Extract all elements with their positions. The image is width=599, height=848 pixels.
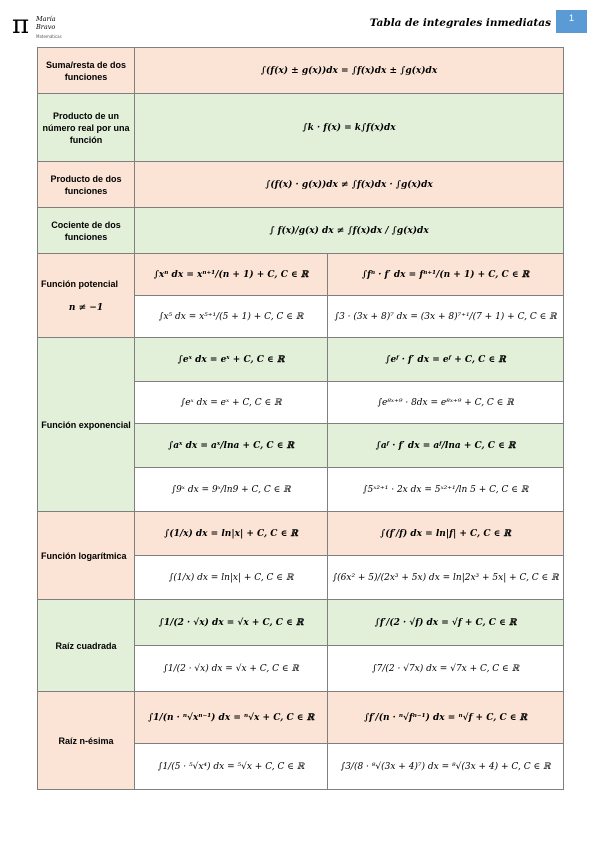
table-row xyxy=(38,512,564,556)
rule-cell: ∫aᶠ · f′ dx = aᶠ/lna + C, C ∈ ℝ xyxy=(328,424,564,468)
row-label: Producto de dos funciones xyxy=(38,162,135,208)
example-cell: ∫e⁸ˣ⁺⁹ · 8dx = e⁸ˣ⁺⁹ + C, C ∈ ℝ xyxy=(328,382,564,424)
table-row xyxy=(38,162,564,208)
row-label: Cociente de dos funciones xyxy=(38,208,135,254)
group-label-raiz-n-esima: Raíz n-ésima xyxy=(38,692,135,790)
rule-cell: ∫(1/x) dx = ln|x| + C, C ∈ ℝ xyxy=(135,512,328,556)
rule-cell: ∫(f′/f) dx = ln|f| + C, C ∈ ℝ xyxy=(328,512,564,556)
logo-name: María Bravo xyxy=(36,15,56,31)
group-label-logaritmica: Función logarítmica xyxy=(38,512,135,600)
example-cell: ∫3/(8 · ⁸√(3x + 4)⁷) dx = ⁸√(3x + 4) + C, C ∈ ℝ xyxy=(328,744,564,790)
formula-cell: ∫ f(x)/g(x) dx ≠ ∫f(x)dx / ∫g(x)dx xyxy=(135,208,564,254)
table-row xyxy=(38,94,564,162)
document-title: Tabla de integrales inmediatas xyxy=(369,17,551,29)
example-cell: ∫7/(2 · √7x) dx = √7x + C, C ∈ ℝ xyxy=(328,646,564,692)
table-row xyxy=(38,208,564,254)
rule-cell: ∫fⁿ · f′ dx = fⁿ⁺¹/(n + 1) + C, C ∈ ℝ xyxy=(328,254,564,296)
formula-cell: ∫(f(x) ± g(x))dx = ∫f(x)dx ± ∫g(x)dx xyxy=(135,48,564,94)
formula-cell: ∫k · f(x) = k∫f(x)dx xyxy=(135,94,564,162)
row-label: Producto de un número real por una función xyxy=(38,94,135,162)
table-row xyxy=(38,600,564,646)
integrals-table xyxy=(37,47,564,790)
rule-cell: ∫eˣ dx = eˣ + C, C ∈ ℝ xyxy=(135,338,328,382)
rule-cell: ∫1/(n · ⁿ√xⁿ⁻¹) dx = ⁿ√x + C, C ∈ ℝ xyxy=(135,692,328,744)
page-number-badge: 1 xyxy=(556,10,587,33)
table-row xyxy=(38,48,564,94)
rule-cell: ∫f′/(n · ⁿ√fⁿ⁻¹) dx = ⁿ√f + C, C ∈ ℝ xyxy=(328,692,564,744)
rule-cell: ∫aˣ dx = aˣ/lna + C, C ∈ ℝ xyxy=(135,424,328,468)
example-cell: ∫eˣ dx = eˣ + C, C ∈ ℝ xyxy=(135,382,328,424)
logo xyxy=(12,10,82,40)
table-row xyxy=(38,692,564,744)
example-cell: ∫1/(2 · √x) dx = √x + C, C ∈ ℝ xyxy=(135,646,328,692)
example-cell: ∫1/(5 · ⁵√x⁴) dx = ⁵√x + C, C ∈ ℝ xyxy=(135,744,328,790)
table-row xyxy=(38,254,564,296)
pi-logo-icon: π xyxy=(12,10,30,40)
example-cell: ∫(1/x) dx = ln|x| + C, C ∈ ℝ xyxy=(135,556,328,600)
formula-cell: ∫(f(x) · g(x))dx ≠ ∫f(x)dx · ∫g(x)dx xyxy=(135,162,564,208)
logo-tagline: Matemáticas xyxy=(36,34,62,39)
example-cell: ∫x⁵ dx = x⁵⁺¹/(5 + 1) + C, C ∈ ℝ xyxy=(135,296,328,338)
group-sublabel: n ≠ −1 xyxy=(68,302,104,313)
rule-cell: ∫xⁿ dx = xⁿ⁺¹/(n + 1) + C, C ∈ ℝ xyxy=(135,254,328,296)
group-label-raiz-cuadrada: Raíz cuadrada xyxy=(38,600,135,692)
example-cell: ∫5ˣ²⁺¹ · 2x dx = 5ˣ²⁺¹/ln 5 + C, C ∈ ℝ xyxy=(328,468,564,512)
rule-cell: ∫eᶠ · f′ dx = eᶠ + C, C ∈ ℝ xyxy=(328,338,564,382)
group-label-exponencial: Función exponencial xyxy=(38,338,135,512)
example-cell: ∫3 · (3x + 8)⁷ dx = (3x + 8)⁷⁺¹/(7 + 1) + C, C ∈ ℝ xyxy=(328,296,564,338)
row-label: Suma/resta de dos funciones xyxy=(38,48,135,94)
rule-cell: ∫1/(2 · √x) dx = √x + C, C ∈ ℝ xyxy=(135,600,328,646)
rule-cell: ∫f′/(2 · √f) dx = √f + C, C ∈ ℝ xyxy=(328,600,564,646)
group-label-potencial: Función potencial n ≠ −1 xyxy=(38,254,135,338)
example-cell: ∫9ˣ dx = 9ˣ/ln9 + C, C ∈ ℝ xyxy=(135,468,328,512)
table-row xyxy=(38,338,564,382)
example-cell: ∫(6x² + 5)/(2x³ + 5x) dx = ln|2x³ + 5x| + C, C ∈ ℝ xyxy=(328,556,564,600)
